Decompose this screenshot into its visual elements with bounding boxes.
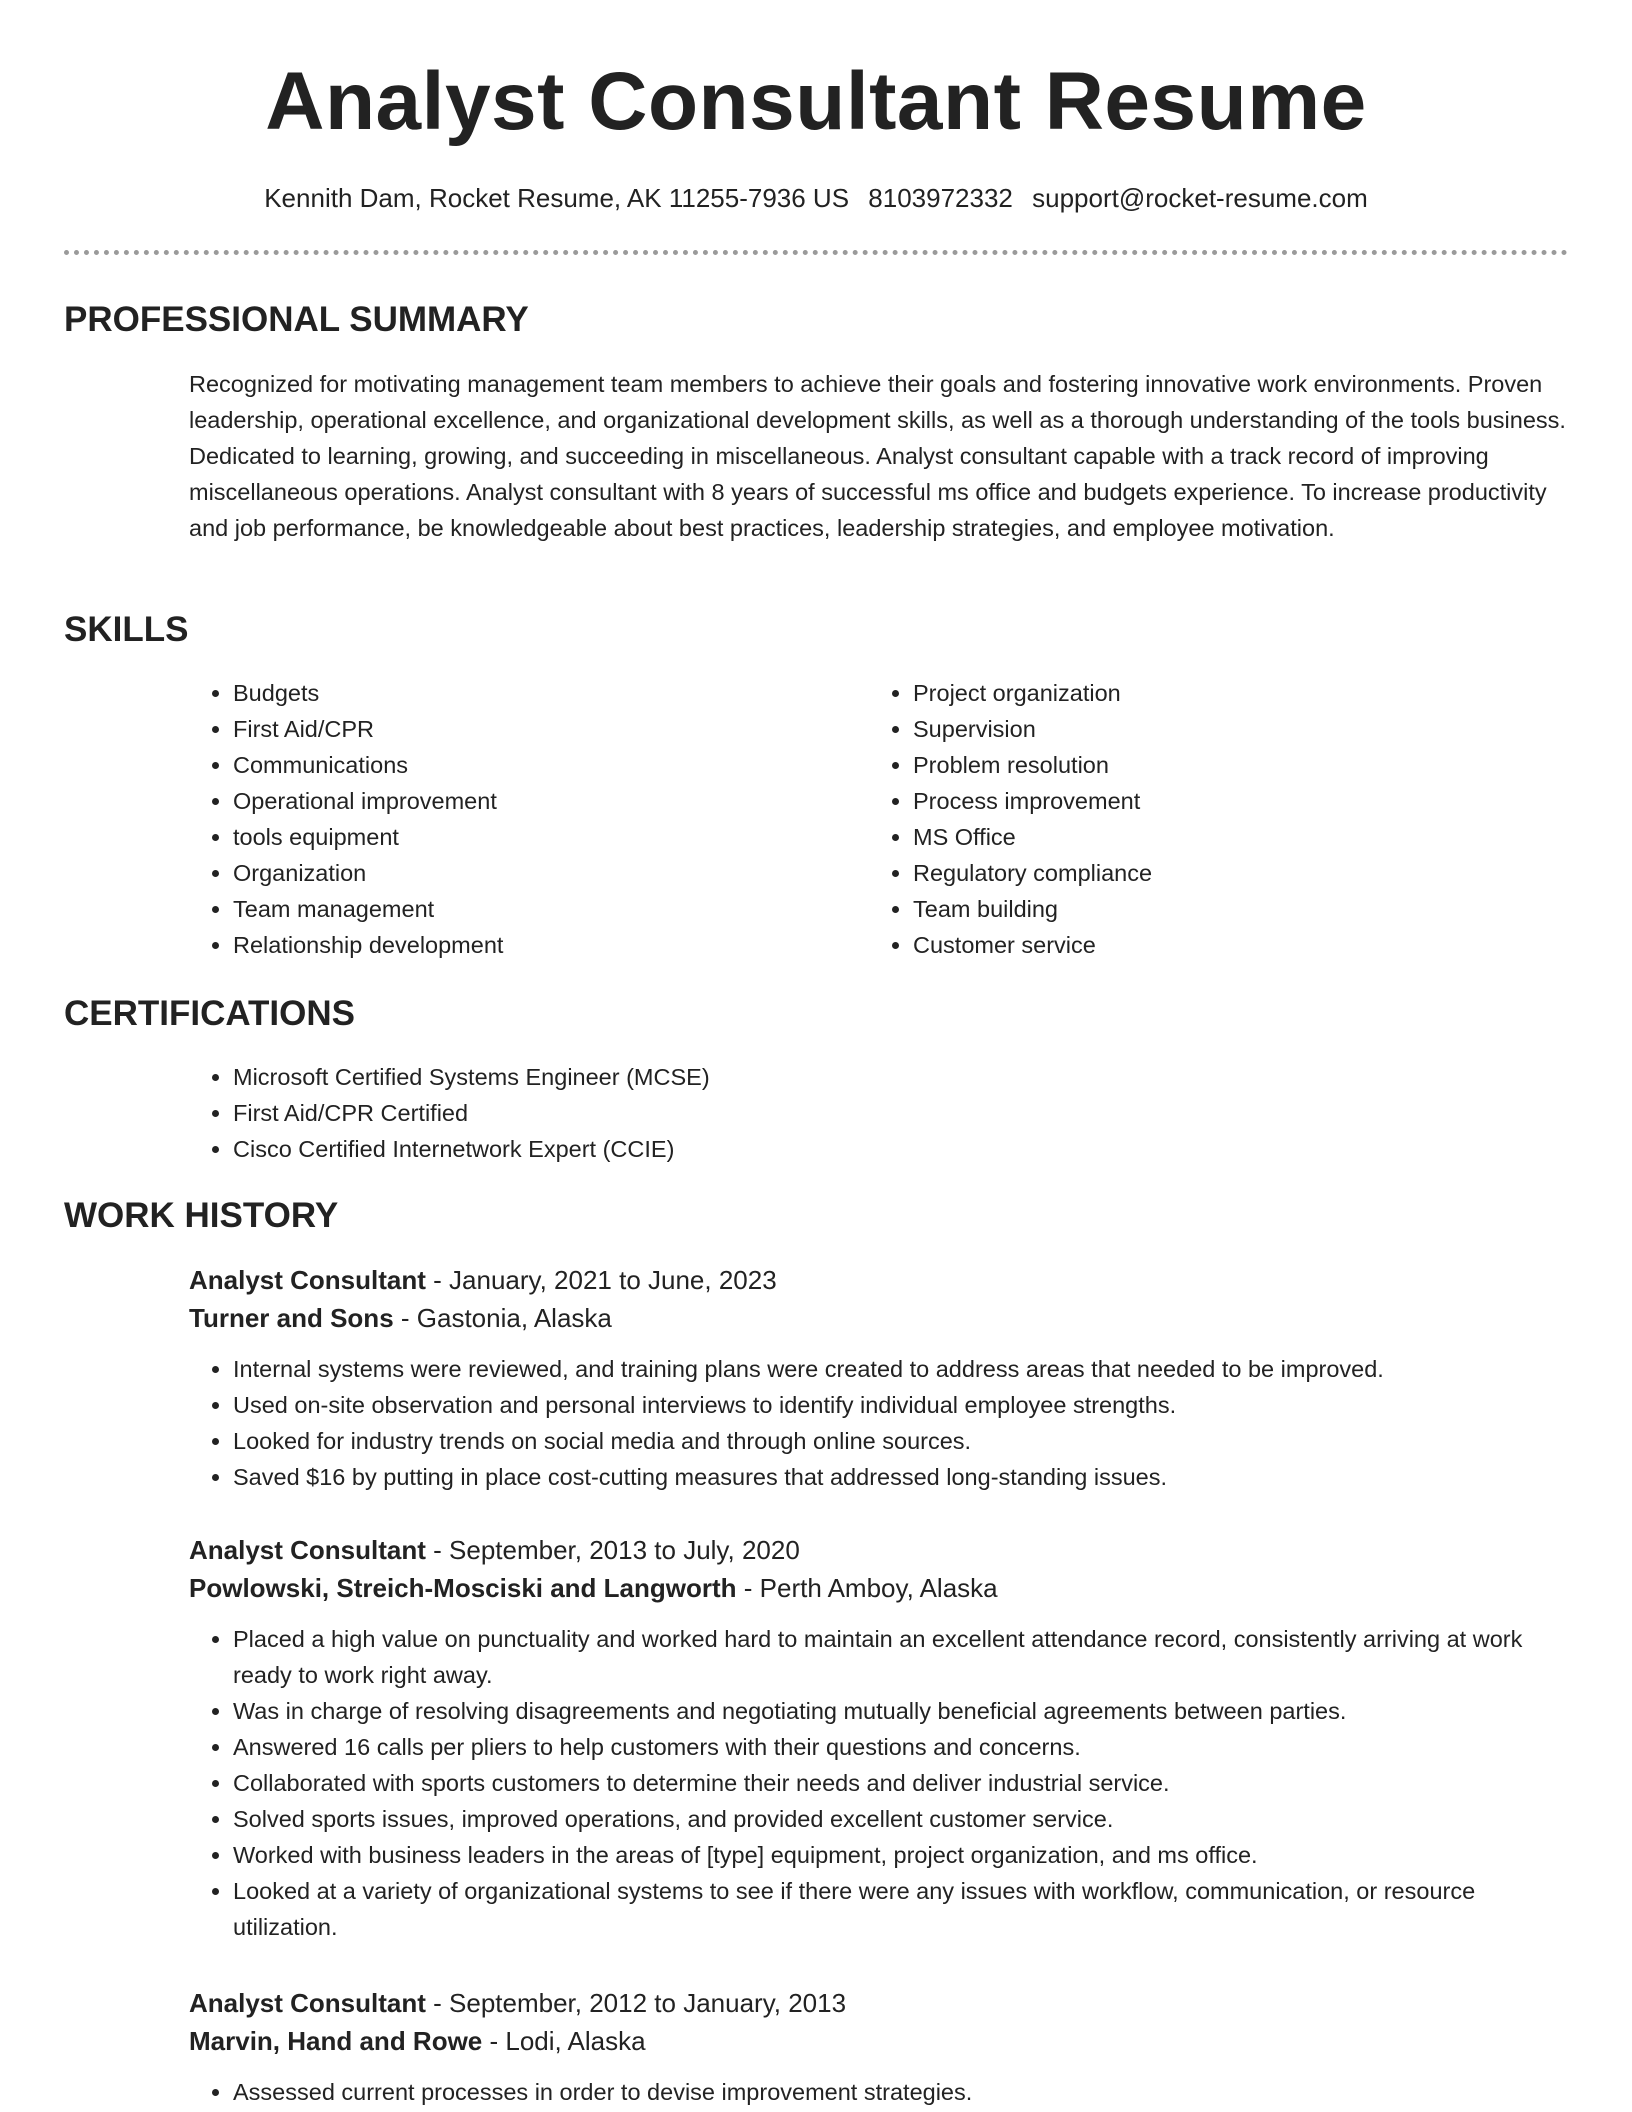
skill-item: • First Aid/CPR — [233, 711, 853, 747]
job-location: - Gastonia, Alaska — [393, 1303, 612, 1333]
job-duty: • Solved sports issues, improved operations, and provided excellent customer service. — [233, 1801, 1569, 1837]
job-duty: • Looked at a variety of organizational systems to see if there were any issues with workflow, communication, or resource utilization. — [233, 1873, 1569, 1945]
job-duty: • Saved $16 by putting in place cost-cutting measures that addressed long-standing issues. — [233, 1459, 1569, 1495]
certification-item: • Microsoft Certified Systems Engineer (MCSE) — [233, 1059, 1613, 1095]
skills-heading: SKILLS — [64, 610, 189, 649]
job-duty: • Answered 16 calls per pliers to help customers with their questions and concerns. — [233, 1729, 1569, 1765]
skill-item: • Communications — [233, 747, 853, 783]
job-company-line — [189, 1569, 1569, 1607]
skill-item: • Organization — [233, 855, 853, 891]
job-entry — [189, 1261, 1569, 1495]
job-location: - Perth Amboy, Alaska — [736, 1573, 998, 1603]
header-divider — [64, 250, 1568, 255]
certification-item: • First Aid/CPR Certified — [233, 1095, 1613, 1131]
skill-item: • Regulatory compliance — [913, 855, 1533, 891]
job-duty: • Looked for industry trends on social media and through online sources. — [233, 1423, 1569, 1459]
job-company-line — [189, 2022, 1569, 2060]
job-duty: • Used on-site observation and personal interviews to identify individual employee strengths. — [233, 1387, 1569, 1423]
skill-item: • Process improvement — [913, 783, 1533, 819]
job-duties-list — [189, 2074, 1569, 2110]
job-duty: • Worked with business leaders in the areas of [type] equipment, project organization, and ms office. — [233, 1837, 1569, 1873]
summary-heading: PROFESSIONAL SUMMARY — [64, 300, 529, 339]
skill-item: • Team management — [233, 891, 853, 927]
page-title: Analyst Consultant Resume — [265, 56, 1367, 147]
skill-item: • Relationship development — [233, 927, 853, 963]
job-duty: • Internal systems were reviewed, and training plans were created to address areas that needed to be improved. — [233, 1351, 1569, 1387]
skill-item: • Budgets — [233, 675, 853, 711]
job-title: Analyst Consultant — [189, 1535, 426, 1565]
job-location: - Lodi, Alaska — [482, 2026, 646, 2056]
skill-item: • Problem resolution — [913, 747, 1533, 783]
job-duty: • Assessed current processes in order to devise improvement strategies. — [233, 2074, 1569, 2110]
job-title-line — [189, 1984, 1569, 2022]
job-duty: • Placed a high value on punctuality and worked hard to maintain an excellent attendance record, consistently arriving at work ready to work right away. — [233, 1621, 1569, 1693]
job-company-line — [189, 1299, 1569, 1337]
skill-item: • Supervision — [913, 711, 1533, 747]
skill-item: • tools equipment — [233, 819, 853, 855]
skill-item: • MS Office — [913, 819, 1533, 855]
skill-item: • Team building — [913, 891, 1533, 927]
work-history-heading: WORK HISTORY — [64, 1196, 339, 1235]
job-title-line — [189, 1261, 1569, 1299]
job-duty: • Was in charge of resolving disagreements and negotiating mutually beneficial agreements between parties. — [233, 1693, 1569, 1729]
contact-address: Kennith Dam, Rocket Resume, AK 11255-7936 US — [264, 183, 850, 213]
certifications-heading: CERTIFICATIONS — [64, 994, 356, 1033]
job-duty: • Collaborated with sports customers to determine their needs and deliver industrial service. — [233, 1765, 1569, 1801]
job-duties-list — [189, 1621, 1569, 1945]
job-dates: - September, 2013 to July, 2020 — [425, 1535, 800, 1565]
job-entry — [189, 1984, 1569, 2110]
summary-text: Recognized for motivating management team members to achieve their goals and fostering innovative work environments. Proven leadership, operational excellence, and organizational development skills, as well as a thorough understanding of the tools business. Dedicated to learning, growing, and succeeding in miscellaneous. Analyst consultant capable with a track record of improving miscellaneous operations. Analyst consultant with 8 years of successful ms office and budgets experience. To increase productivity and job performance, be knowledgeable about best practices, leadership strategies, and employee motivation. — [189, 371, 1566, 541]
certification-item: • Cisco Certified Internetwork Expert (CCIE) — [233, 1131, 1613, 1167]
job-company: Marvin, Hand and Rowe — [189, 2026, 483, 2056]
skill-item: • Project organization — [913, 675, 1533, 711]
job-company: Powlowski, Streich-Mosciski and Langworth — [189, 1573, 737, 1603]
contact-line — [0, 181, 1632, 215]
job-title-line — [189, 1531, 1569, 1569]
job-entry — [189, 1531, 1569, 1945]
job-dates: - September, 2012 to January, 2013 — [425, 1988, 847, 2018]
contact-email: support@rocket-resume.com — [1032, 183, 1368, 213]
certifications-list — [189, 1059, 1613, 1167]
contact-phone: 8103972332 — [868, 183, 1013, 213]
skills-list-left — [189, 675, 853, 963]
job-title: Analyst Consultant — [189, 1265, 426, 1295]
skills-list-right — [869, 675, 1533, 963]
skill-item: • Operational improvement — [233, 783, 853, 819]
job-duties-list — [189, 1351, 1569, 1495]
skill-item: • Customer service — [913, 927, 1533, 963]
job-title: Analyst Consultant — [189, 1988, 426, 2018]
job-dates: - January, 2021 to June, 2023 — [425, 1265, 777, 1295]
job-company: Turner and Sons — [189, 1303, 394, 1333]
